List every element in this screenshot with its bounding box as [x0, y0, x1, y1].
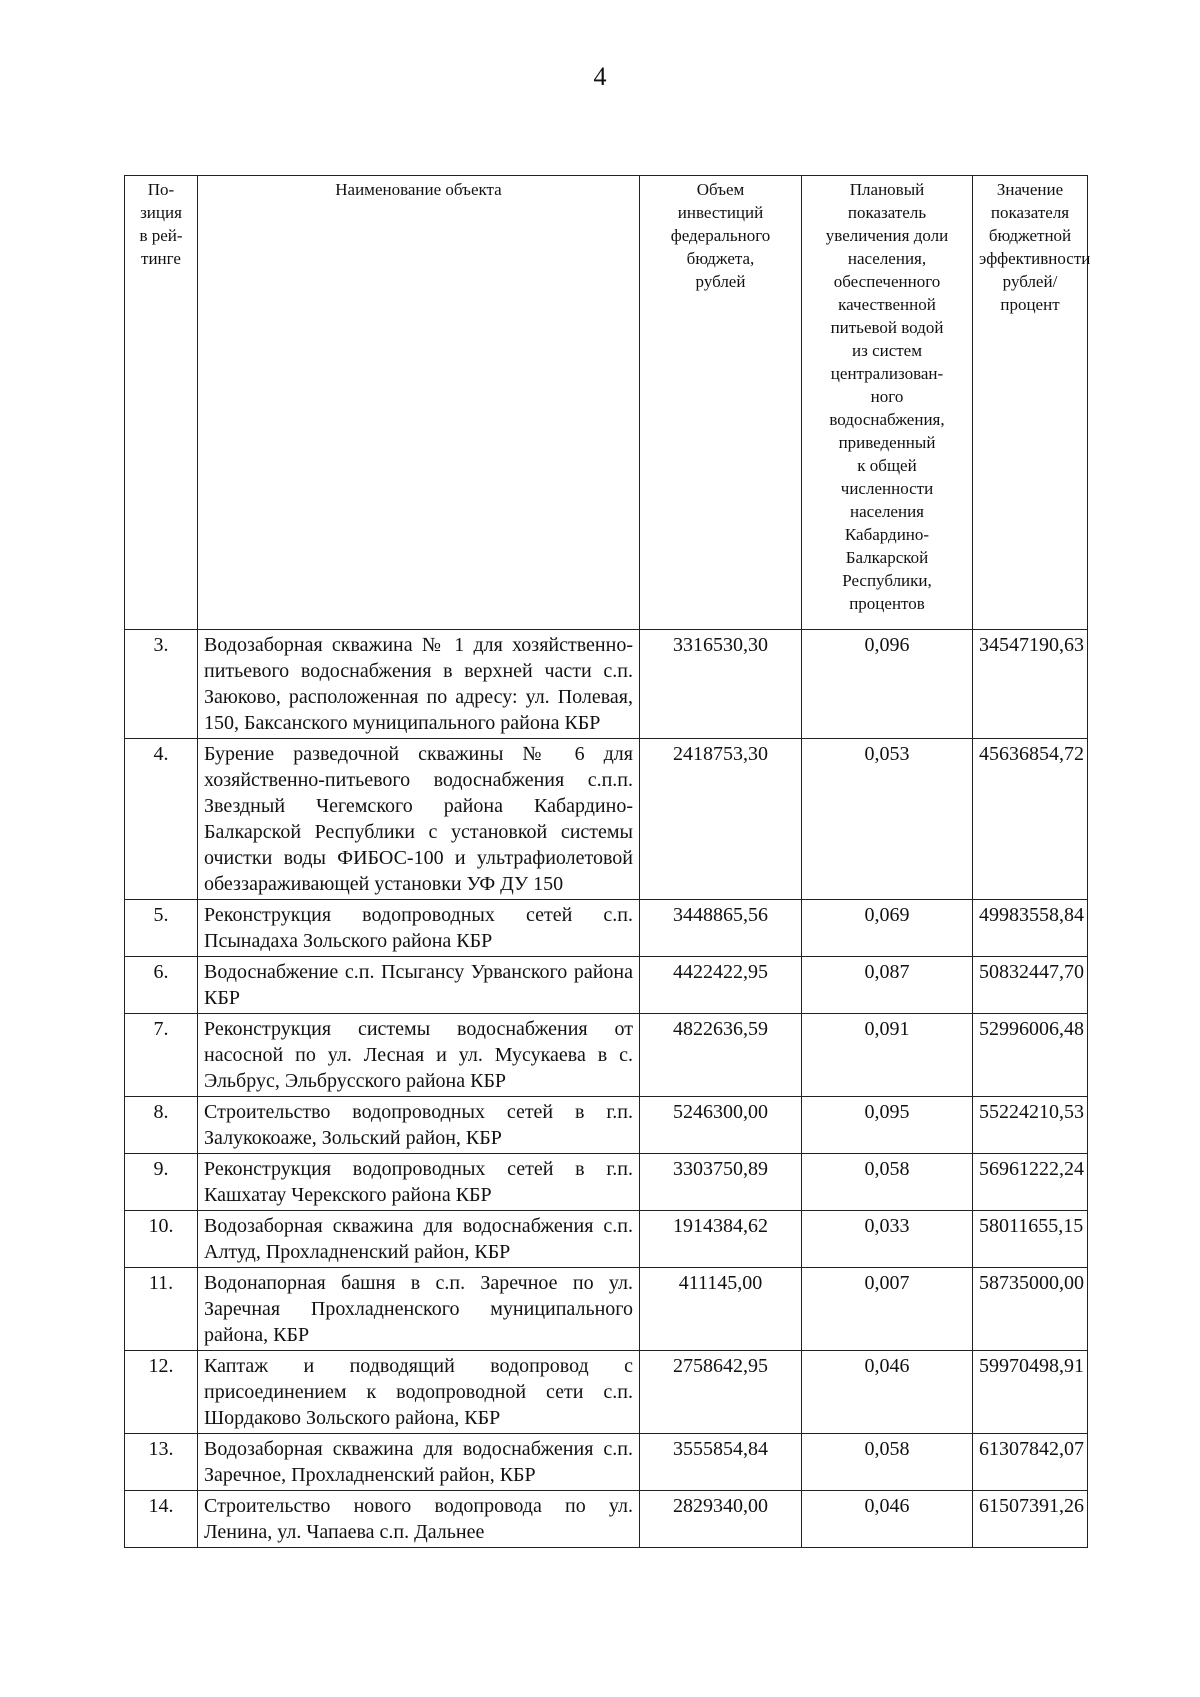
row-investment: 2829340,00: [640, 1491, 802, 1548]
header-efficiency: Значение показателя бюджетной эффективности рублей/ процент: [973, 176, 1088, 630]
table-row: [125, 1268, 1088, 1351]
row-efficiency: 52996006,48: [973, 1014, 1088, 1097]
row-planned-share: 0,033: [802, 1211, 973, 1268]
row-investment: 2418753,30: [640, 739, 802, 900]
row-planned-share: 0,058: [802, 1154, 973, 1211]
row-object-name: Водозаборная скважина № 1 для хозяйственно-питьевого водоснабжения в верхней части с.п. Заюково, расположенная по адресу: ул. Полевая, 150, Баксанского муниципального района КБР: [198, 630, 640, 739]
row-object-name: Строительство водопроводных сетей в г.п. Залукокоаже, Зольский район, КБР: [198, 1097, 640, 1154]
row-position: 5.: [125, 900, 198, 957]
header-object-name: Наименование объекта: [198, 176, 640, 630]
row-position: 4.: [125, 739, 198, 900]
row-object-name: Водоснабжение с.п. Псыгансу Урванского района КБР: [198, 957, 640, 1014]
row-object-name: Каптаж и подводящий водопровод с присоединением к водопроводной сети с.п. Шордаково Зольского района, КБР: [198, 1351, 640, 1434]
row-investment: 411145,00: [640, 1268, 802, 1351]
row-position: 8.: [125, 1097, 198, 1154]
row-efficiency: 49983558,84: [973, 900, 1088, 957]
row-planned-share: 0,053: [802, 739, 973, 900]
rating-table: [124, 175, 1091, 1548]
row-investment: 3555854,84: [640, 1434, 802, 1491]
header-investment: Объем инвестиций федерального бюджета, рублей: [640, 176, 802, 630]
row-position: 6.: [125, 957, 198, 1014]
row-position: 10.: [125, 1211, 198, 1268]
row-planned-share: 0,007: [802, 1268, 973, 1351]
row-efficiency: 61507391,26: [973, 1491, 1088, 1548]
row-investment: 4822636,59: [640, 1014, 802, 1097]
row-efficiency: 58011655,15: [973, 1211, 1088, 1268]
row-planned-share: 0,058: [802, 1434, 973, 1491]
row-planned-share: 0,046: [802, 1491, 973, 1548]
table-row: [125, 1014, 1088, 1097]
row-planned-share: 0,069: [802, 900, 973, 957]
row-position: 7.: [125, 1014, 198, 1097]
header-position: По- зиция в рей- тинге: [125, 176, 198, 630]
row-object-name: Водозаборная скважина для водоснабжения с.п. Заречное, Прохладненский район, КБР: [198, 1434, 640, 1491]
row-planned-share: 0,095: [802, 1097, 973, 1154]
row-efficiency: 55224210,53: [973, 1097, 1088, 1154]
table-row: [125, 1097, 1088, 1154]
row-efficiency: 59970498,91: [973, 1351, 1088, 1434]
row-efficiency: 34547190,63: [973, 630, 1088, 739]
page-number: 4: [593, 62, 607, 91]
table-row: [125, 1351, 1088, 1434]
row-position: 3.: [125, 630, 198, 739]
row-investment: 3448865,56: [640, 900, 802, 957]
row-efficiency: 61307842,07: [973, 1434, 1088, 1491]
row-efficiency: 45636854,72: [973, 739, 1088, 900]
row-efficiency: 56961222,24: [973, 1154, 1088, 1211]
row-planned-share: 0,046: [802, 1351, 973, 1434]
table-row: [125, 1154, 1088, 1211]
row-position: 11.: [125, 1268, 198, 1351]
table-row: [125, 1211, 1088, 1268]
row-object-name: Водозаборная скважина для водоснабжения с.п. Алтуд, Прохладненский район, КБР: [198, 1211, 640, 1268]
table-row: [125, 1434, 1088, 1491]
row-object-name: Реконструкция водопроводных сетей в г.п. Кашхатау Черекского района КБР: [198, 1154, 640, 1211]
row-position: 9.: [125, 1154, 198, 1211]
row-investment: 3316530,30: [640, 630, 802, 739]
row-investment: 4422422,95: [640, 957, 802, 1014]
row-investment: 3303750,89: [640, 1154, 802, 1211]
row-investment: 1914384,62: [640, 1211, 802, 1268]
table-row: [125, 1491, 1088, 1548]
row-position: 12.: [125, 1351, 198, 1434]
row-object-name: Бурение разведочной скважины № 6 для хозяйственно-питьевого водоснабжения с.п.п. Звездный Чегемского района Кабардино-Балкарской Республики с установкой системы очистки воды ФИБОС-100 и ультрафиолетовой обеззараживающей установки УФ ДУ 150: [198, 739, 640, 900]
row-object-name: Реконструкция водопроводных сетей с.п. Псынадаха Зольского района КБР: [198, 900, 640, 957]
row-position: 13.: [125, 1434, 198, 1491]
row-efficiency: 50832447,70: [973, 957, 1088, 1014]
row-planned-share: 0,091: [802, 1014, 973, 1097]
table-header-row: [125, 176, 1088, 630]
row-investment: 2758642,95: [640, 1351, 802, 1434]
table-row: [125, 739, 1088, 900]
header-planned-share: Плановый показатель увеличения доли населения, обеспеченного качественной питьевой водой из систем централизован- ного водоснабжения, приведенный к общей численности населения Кабардино- Балкарской Республики, процентов: [802, 176, 973, 630]
table-row: [125, 957, 1088, 1014]
row-efficiency: 58735000,00: [973, 1268, 1088, 1351]
row-position: 14.: [125, 1491, 198, 1548]
table-row: [125, 630, 1088, 739]
row-investment: 5246300,00: [640, 1097, 802, 1154]
row-object-name: Водонапорная башня в с.п. Заречное по ул. Заречная Прохладненского муниципального района, КБР: [198, 1268, 640, 1351]
table-row: [125, 900, 1088, 957]
row-planned-share: 0,087: [802, 957, 973, 1014]
row-planned-share: 0,096: [802, 630, 973, 739]
row-object-name: Строительство нового водопровода по ул. Ленина, ул. Чапаева с.п. Дальнее: [198, 1491, 640, 1548]
row-object-name: Реконструкция системы водоснабжения от насосной по ул. Лесная и ул. Мусукаева в с. Эльбрус, Эльбрусского района КБР: [198, 1014, 640, 1097]
